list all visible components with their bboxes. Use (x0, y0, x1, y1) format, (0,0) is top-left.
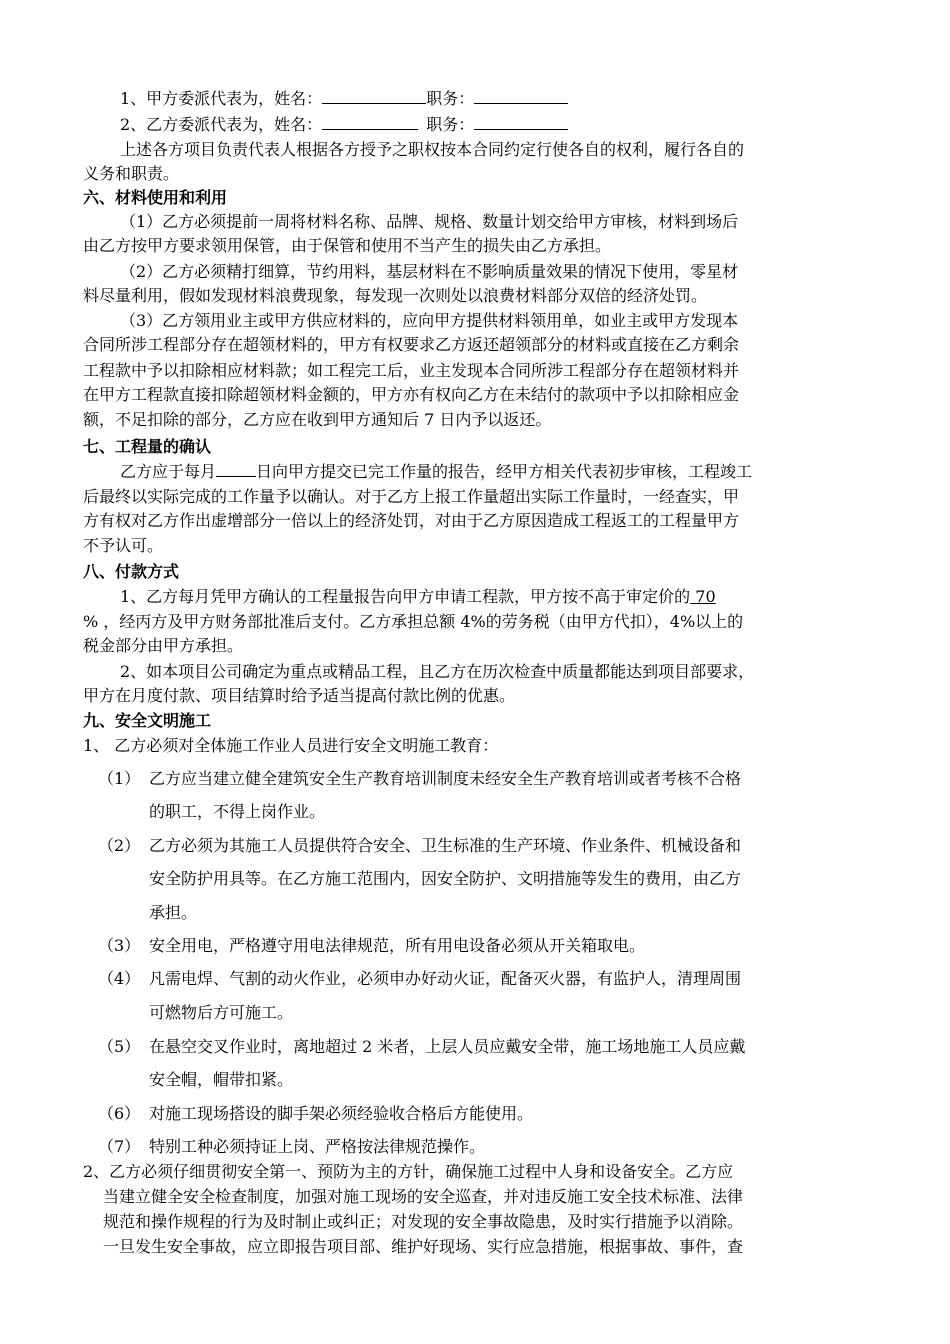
s9-p2-line-3: 规范和操作规程的行为及时制止或纠正；对发现的安全事故隐患，及时实行措施予以消除。 (103, 1212, 744, 1231)
payment-percent: 70 (690, 587, 716, 606)
s9-item-1-line-1: 乙方应当建立健全建筑安全生产教育培训制度未经安全生产教育培训或者考核不合格 (149, 769, 742, 788)
s7-line-1 (120, 460, 752, 483)
s6-p2-line-2: 料尽量利用，假如发现材料浪费现象，每发现一次则处以浪费材料部分双倍的经济处罚。 (83, 286, 708, 305)
s9-item-7-number: （7） (98, 1137, 141, 1156)
s6-p3-line-4: 在甲方工程款直接扣除超领材料金额的，甲方亦有权向乙方在未结付的款项中予以扣除相应金 (83, 385, 740, 404)
section-8-heading: 八、付款方式 (83, 562, 180, 581)
s9-p2-line-1: 2、乙方必须仔细贯彻安全第一、预防为主的方针，确保施工过程中人身和设备安全。乙方应 (83, 1162, 734, 1181)
s9-item-3-line-1: 安全用电，严格遵守用电法律规范，所有用电设备必须从开关箱取电。 (149, 936, 646, 955)
s9-item-5-line-1: 在悬空交叉作业时，离地超过 2 米者，上层人员应戴安全带，施工场地施工人员应戴 (149, 1037, 746, 1056)
s9-item-4-number: （4） (98, 969, 141, 988)
rep-line-b (120, 113, 568, 136)
s6-p3-line-2: 合同所涉工程部分存在超领材料的，甲方有权要求乙方返还超领部分的材料或直接在乙方剩余 (83, 335, 740, 354)
rep-b-name-blank[interactable] (322, 113, 418, 130)
s9-item-6-line-1: 对施工现场搭设的脚手架必须经验收合格后方能使用。 (149, 1104, 534, 1123)
s7-line-4: 不予认可。 (83, 536, 164, 555)
rep-a-title-blank[interactable] (474, 87, 568, 104)
s8-line-1 (120, 586, 716, 608)
rep-b-title-label: 职务： (426, 115, 475, 134)
s8-line-5: 甲方在月度付款、项目结算时给予适当提高付款比例的优惠。 (83, 686, 516, 705)
s6-p2-line-1: （2）乙方必须精打细算，节约用料，基层材料在不影响质量效果的情况下使用，零星材 (120, 262, 739, 281)
s9-intro: 1、 乙方必须对全体施工作业人员进行安全文明施工教育： (83, 736, 499, 755)
s9-item-6-number: （6） (98, 1104, 141, 1123)
s9-item-5-line-2: 安全帽，帽带扣紧。 (149, 1070, 294, 1089)
s8-line-3: 税金部分由甲方承担。 (83, 636, 244, 655)
s9-item-4-line-2: 可燃物后方可施工。 (149, 1003, 294, 1022)
s9-item-1-number: （1） (98, 769, 141, 788)
s7-line-2: 后最终以实际完成的工作量予以确认。对于乙方上报工作量超出实际工作量时，一经查实，甲 (83, 487, 740, 506)
s9-item-5-number: （5） (98, 1037, 141, 1056)
rep-note-line-2: 义务和职责。 (83, 164, 180, 183)
rep-a-prefix: 1、甲方委派代表为，姓名： (120, 89, 323, 108)
rep-a-name-blank[interactable] (322, 87, 426, 104)
s6-p1-line-2: 由乙方按甲方要求领用保管，由于保管和使用不当产生的损失由乙方承担。 (83, 236, 612, 255)
s7-line-1-start: 乙方应于每月 (120, 462, 217, 481)
s9-item-2-line-1: 乙方必须为其施工人员提供符合安全、卫生标准的生产环境、作业条件、机械设备和 (149, 836, 742, 855)
rep-note-line-1: 上述各方项目负责代表人根据各方授予之职权按本合同约定行使各自的权利，履行各自的 (120, 140, 745, 159)
s7-line-3: 方有权对乙方作出虚增部分一倍以上的经济处罚，对由于乙方原因造成工程返工的工程量甲方 (83, 511, 740, 530)
s6-p3-line-1: （3）乙方领用业主或甲方供应材料的，应向甲方提供材料领用单，如业主或甲方发现本 (120, 311, 739, 330)
s6-p3-line-3: 工程款中予以扣除相应材料款；如工程完工后，业主发现本合同所涉工程部分存在超领材料并 (83, 361, 740, 380)
section-6-heading: 六、材料使用和利用 (83, 188, 228, 207)
s8-line-4: 2、如本项目公司确定为重点或精品工程，且乙方在历次检查中质量都能达到项目部要求， (120, 662, 755, 681)
s9-item-2-number: （2） (98, 836, 141, 855)
s9-item-1-line-2: 的职工，不得上岗作业。 (149, 802, 326, 821)
s7-line-1-end: 日向甲方提交已完工作量的报告，经甲方相关代表初步审核，工程竣工 (256, 462, 753, 481)
s9-item-4-line-1: 凡需电焊、气割的动火作业，必须申办好动火证，配备灭火器，有监护人，清理周围 (149, 969, 742, 988)
s9-p2-line-4: 一旦发生安全事故，应立即报告项目部、维护好现场、实行应急措施，根据事故、事件，查 (103, 1237, 744, 1256)
s6-p1-line-1: （1）乙方必须提前一周将材料名称、品牌、规格、数量计划交给甲方审核，材料到场后 (120, 212, 739, 231)
s9-item-2-line-3: 承担。 (149, 903, 198, 922)
s9-item-2-line-2: 安全防护用具等。在乙方施工范围内，因安全防护、文明措施等发生的费用，由乙方 (149, 869, 742, 888)
rep-b-prefix: 2、乙方委派代表为，姓名： (120, 115, 323, 134)
rep-a-title-label: 职务： (426, 89, 475, 108)
s6-p3-line-5: 额，不足扣除的部分，乙方应在收到甲方通知后 7 日内予以返还。 (83, 410, 552, 429)
s9-item-3-number: （3） (98, 936, 141, 955)
s9-p2-line-2: 当建立健全安全检查制度，加强对施工现场的安全巡查，并对违反施工安全技术标准、法律 (103, 1187, 744, 1206)
rep-line-a (120, 87, 568, 110)
section-7-heading: 七、工程量的确认 (83, 437, 212, 456)
s8-line-1-text: 1、乙方每月凭甲方确认的工程量报告向甲方申请工程款，甲方按不高于审定价的 (120, 587, 691, 606)
s8-line-2: % ，经丙方及甲方财务部批准后支付。乙方承担总额 4%的劳务税（由甲方代扣），4%以上的 (83, 612, 744, 631)
rep-b-title-blank[interactable] (474, 113, 568, 130)
section-9-heading: 九、安全文明施工 (83, 711, 212, 730)
s9-item-7-line-1: 特别工种必须持证上岗、严格按法律规范操作。 (149, 1137, 486, 1156)
report-day-blank[interactable] (216, 460, 256, 477)
